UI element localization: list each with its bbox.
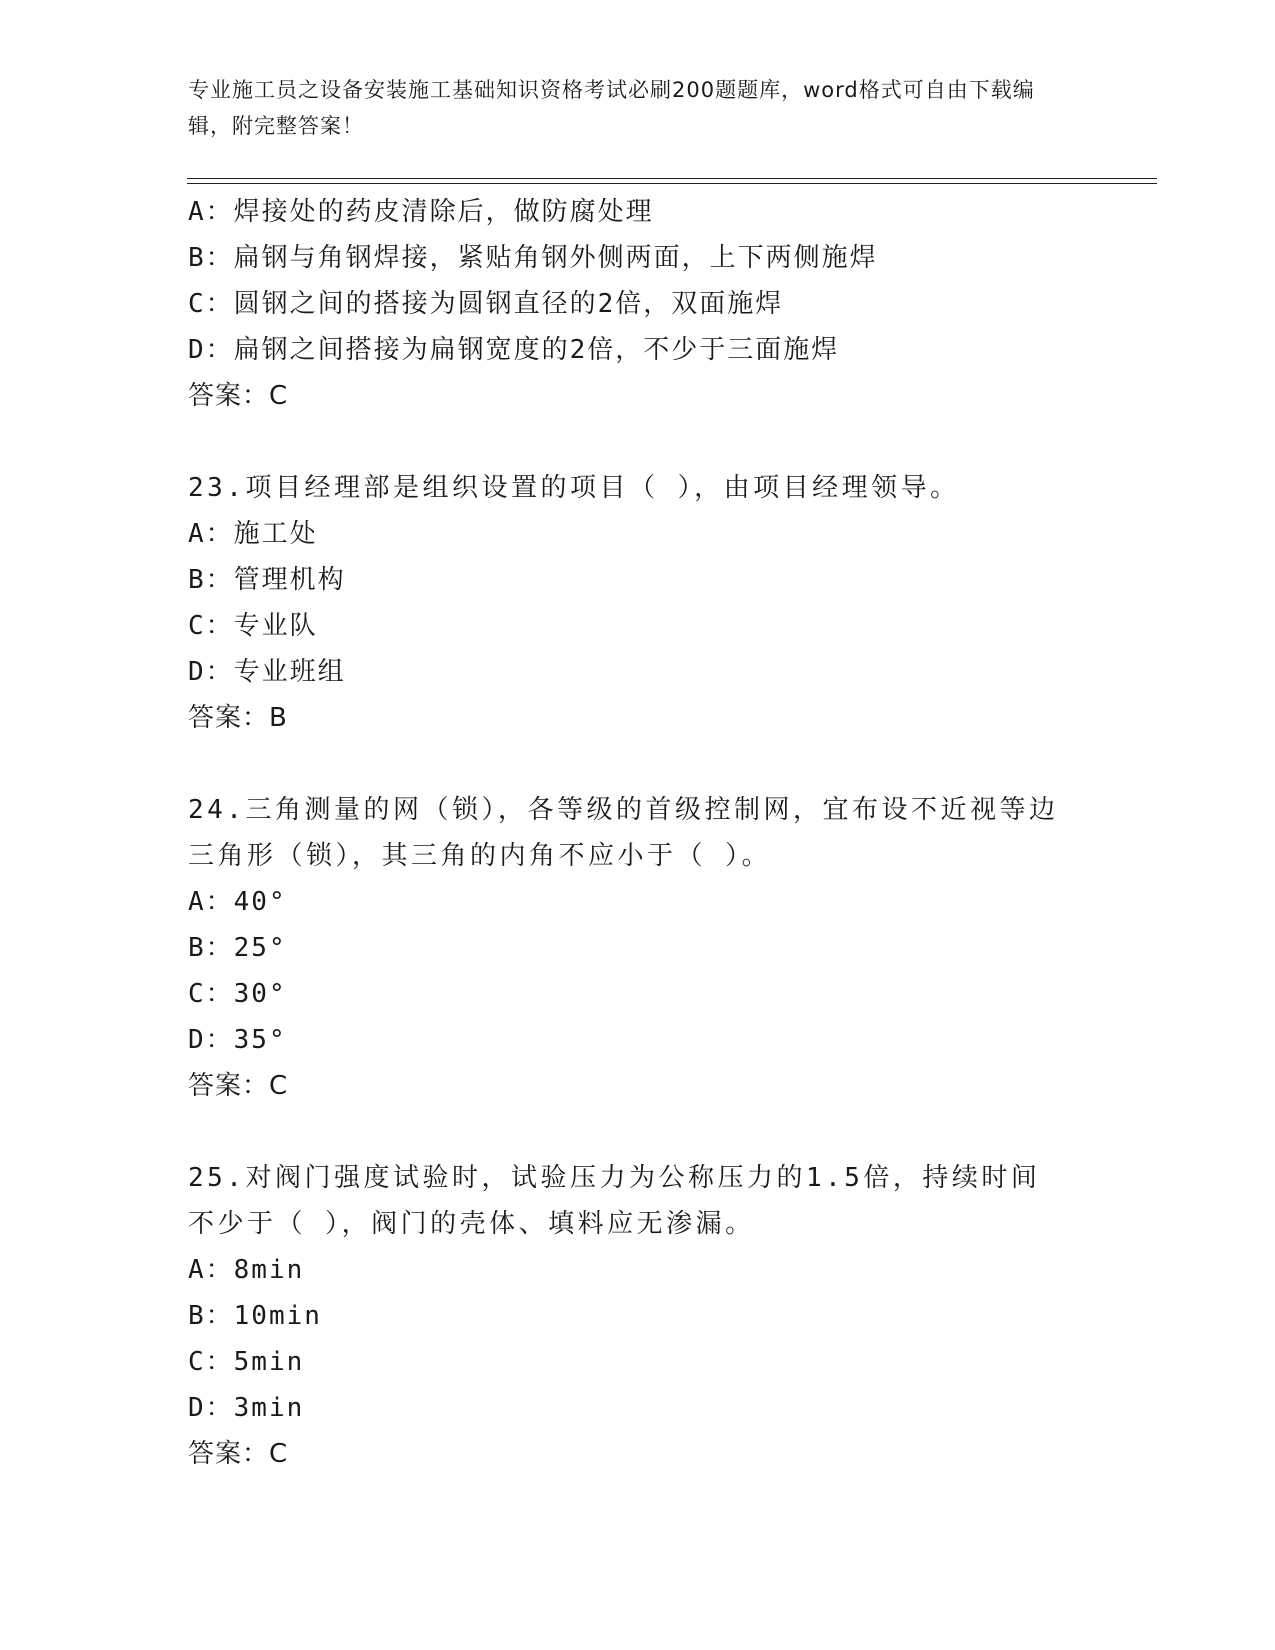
option-a: A：焊接处的药皮清除后，做防腐处理 <box>188 197 654 227</box>
question-text: 23.项目经理部是组织设置的项目（ ），由项目经理领导。 <box>188 473 960 503</box>
option-d: D：35° <box>188 1025 287 1055</box>
question-block-23 <box>188 465 1088 741</box>
question-block-24 <box>188 787 1088 1109</box>
option-d: D：专业班组 <box>188 657 346 687</box>
question-text: 24.三角测量的网（锁），各等级的首级控制网，宜布设不近视等边三角形（锁），其三角的内角不应小于（ ）。 <box>188 795 1059 871</box>
option-d: D：3min <box>188 1393 305 1423</box>
option-a: A：40° <box>188 887 287 917</box>
option-a: A：施工处 <box>188 519 318 549</box>
option-b: B：扁钢与角钢焊接，紧贴角钢外侧两面，上下两侧施焊 <box>188 243 878 273</box>
spacer <box>188 419 1088 465</box>
question-text: 25.对阀门强度试验时，试验压力为公称压力的1.5倍，持续时间不少于（ ），阀门的壳体、填料应无渗漏。 <box>188 1163 1041 1239</box>
option-b: B：25° <box>188 933 287 963</box>
option-b: B：管理机构 <box>188 565 346 595</box>
header-title: 专业施工员之设备安装施工基础知识资格考试必刷200题题库，word格式可自由下载编辑，附完整答案！ <box>188 78 1035 138</box>
spacer <box>188 1109 1088 1155</box>
question-list <box>188 189 1088 1477</box>
option-c: C：圆钢之间的搭接为圆钢直径的2倍，双面施焊 <box>188 289 784 319</box>
option-c: C：5min <box>188 1347 305 1377</box>
option-c: C：专业队 <box>188 611 318 641</box>
spacer <box>188 741 1088 787</box>
question-block-22 <box>188 189 1088 419</box>
answer-line: 答案：C <box>188 381 289 411</box>
answer-line: 答案：B <box>188 703 288 733</box>
question-block-25 <box>188 1155 1088 1477</box>
option-b: B：10min <box>188 1301 322 1331</box>
document-header <box>188 72 1068 144</box>
header-divider-second <box>187 183 1157 184</box>
answer-line: 答案：C <box>188 1071 289 1101</box>
option-a: A：8min <box>188 1255 305 1285</box>
option-c: C：30° <box>188 979 287 1009</box>
answer-line: 答案：C <box>188 1439 289 1469</box>
header-divider <box>187 178 1157 179</box>
option-d: D：扁钢之间搭接为扁钢宽度的2倍，不少于三面施焊 <box>188 335 840 365</box>
